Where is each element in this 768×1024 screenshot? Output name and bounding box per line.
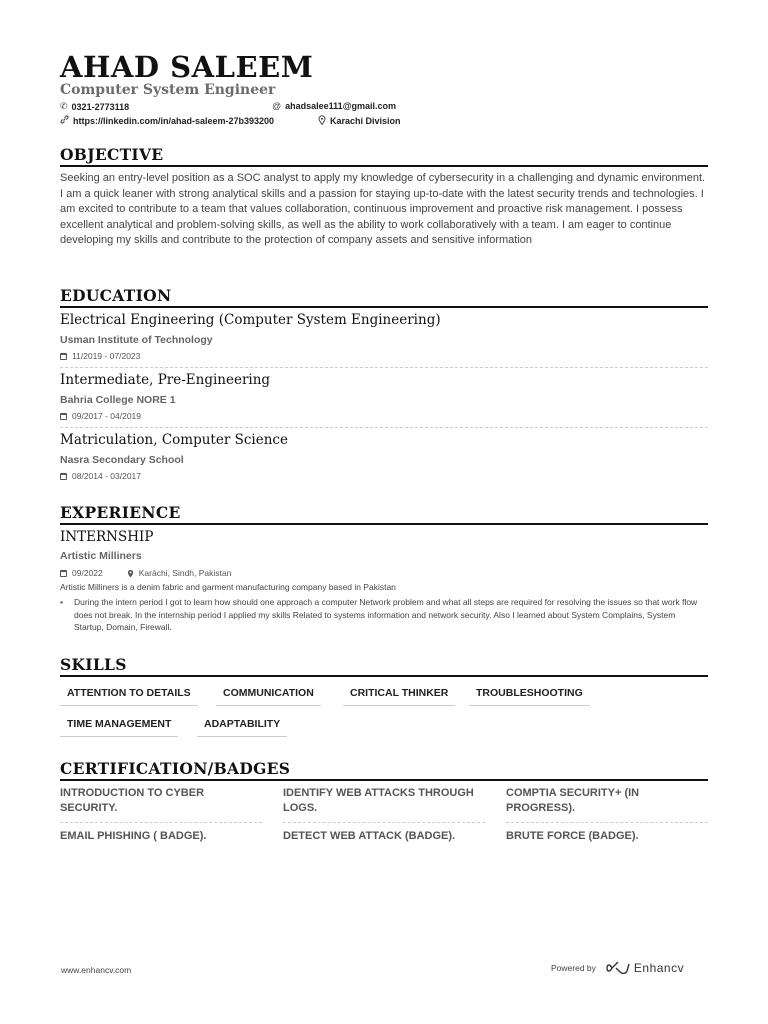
phone-icon: ✆ xyxy=(60,101,68,111)
education-dates-text: 09/2017 - 04/2019 xyxy=(72,411,142,421)
divider xyxy=(60,367,708,368)
certification-item: EMAIL PHISHING ( BADGE). xyxy=(60,830,207,842)
education-degree: Intermediate, Pre-Engineering xyxy=(60,372,271,388)
candidate-role: Computer System Engineer xyxy=(60,82,276,98)
email-contact[interactable] xyxy=(272,101,396,111)
calendar-icon xyxy=(60,473,67,480)
certification-item: BRUTE FORCE (BADGE). xyxy=(506,830,639,842)
skills-heading: SKILLS xyxy=(60,655,708,677)
location-pin-icon xyxy=(318,115,326,127)
divider xyxy=(506,822,708,823)
enhancv-brand-text: Enhancv xyxy=(633,961,685,975)
skill-tag: CRITICAL THINKER xyxy=(343,687,455,706)
objective-text: Seeking an entry-level position as a SOC analyst to apply my knowledge of cybersecurity in a challenging and dynamic environment. I am a quick leaner with strong analytical skills and a passion for staying up-to-date with the latest security trends and technologies. I am excited to contribute to a team that values collaboration, continuous improvement and proactive risk management. I possess excellent analytical and problem-solving skills, as well as the ability to work collaboratively with a team. I am eager to continue developing my skills and contribute to the protection of company assets and sensitive information xyxy=(60,172,706,246)
email-text[interactable]: ahadsalee111@gmail.com xyxy=(285,101,396,111)
link-icon xyxy=(60,115,69,126)
education-school: Usman Institute of Technology xyxy=(60,334,213,346)
education-dates-text: 08/2014 - 03/2017 xyxy=(72,471,142,481)
certifications-heading: CERTIFICATION/BADGES xyxy=(60,759,708,781)
certification-item: COMPTIA SECURITY+ (IN PROGRESS). xyxy=(506,787,640,814)
location-pin-icon xyxy=(127,569,134,578)
education-degree: Electrical Engineering (Computer System Engineering) xyxy=(60,312,441,328)
certification-item: INTRODUCTION TO CYBER SECURITY. xyxy=(60,787,205,814)
location-text: Karachi Division xyxy=(330,116,401,126)
job-title: INTERNSHIP xyxy=(60,529,154,545)
phone-text: 0321-2773118 xyxy=(71,101,130,112)
certification-item: DETECT WEB ATTACK (BADGE). xyxy=(283,830,456,842)
education-dates xyxy=(60,471,141,481)
footer-website[interactable]: www.enhancv.com xyxy=(61,965,132,975)
skill-tag: TIME MANAGEMENT xyxy=(60,718,178,737)
education-degree: Matriculation, Computer Science xyxy=(60,432,288,448)
certification-item: IDENTIFY WEB ATTACKS THROUGH LOGS. xyxy=(283,787,474,814)
phone-contact xyxy=(60,101,129,112)
education-dates xyxy=(60,411,141,421)
job-location: Karāchi, Sindh, Pakistan xyxy=(138,568,232,578)
enhancv-logo[interactable] xyxy=(606,961,684,975)
linkedin-contact[interactable] xyxy=(60,115,274,126)
candidate-name: AHAD SALEEM xyxy=(60,50,314,84)
divider xyxy=(60,822,262,823)
skill-tag: ATTENTION TO DETAILS xyxy=(60,687,198,706)
education-school: Bahria College NORE 1 xyxy=(60,394,176,406)
education-dates xyxy=(60,351,140,361)
skill-tag: COMMUNICATION xyxy=(216,687,321,706)
divider xyxy=(283,822,485,823)
divider xyxy=(60,427,708,428)
job-date: 09/2022 xyxy=(72,568,103,578)
education-school: Nasra Secondary School xyxy=(60,454,184,466)
location-contact xyxy=(318,115,401,127)
at-icon: @ xyxy=(272,101,282,111)
experience-heading: EXPERIENCE xyxy=(60,503,708,525)
powered-by-label: Powered by xyxy=(551,963,596,973)
job-meta xyxy=(60,568,231,578)
objective-heading: OBJECTIVE xyxy=(60,145,708,167)
company-name: Artistic Milliners xyxy=(60,550,142,562)
calendar-icon xyxy=(60,413,67,420)
education-heading: EDUCATION xyxy=(60,286,708,308)
company-description: Artistic Milliners is a denim fabric and garment manufacturing company based in Pakistan xyxy=(60,582,396,592)
linkedin-text[interactable]: https://linkedin.com/in/ahad-saleem-27b393200 xyxy=(73,115,275,126)
footer-powered xyxy=(551,961,684,975)
job-bullet: • During the intern period I got to learn how should one approach a computer Network problem and what all steps are required for resolving the issues so that work flow does not break. In the internship period I applied my skills Related to systems information and network security. Also I learned about System Complains, System Startup, Domain, Firewall. xyxy=(60,596,706,634)
skill-tag: TROUBLESHOOTING xyxy=(469,687,590,706)
calendar-icon xyxy=(60,570,67,577)
calendar-icon xyxy=(60,353,67,360)
enhancv-icon xyxy=(606,962,630,974)
education-dates-text: 11/2019 - 07/2023 xyxy=(72,351,141,361)
skill-tag: ADAPTABILITY xyxy=(197,718,287,737)
